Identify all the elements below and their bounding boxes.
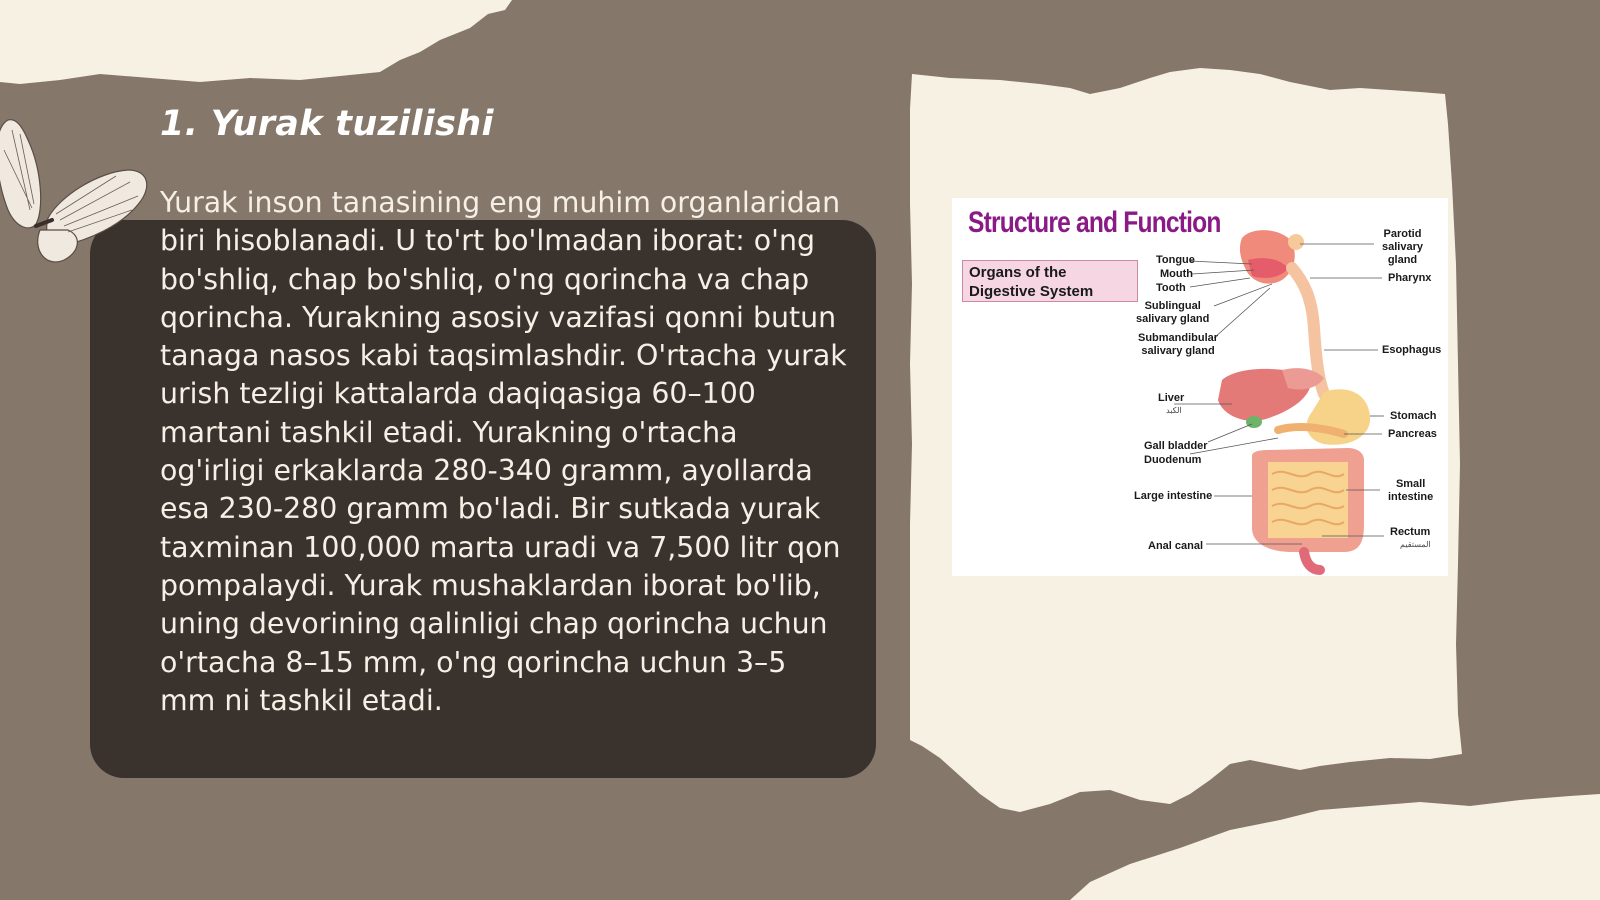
digestive-system-diagram [952,198,1448,576]
digestive-organs-illustration [952,198,1448,576]
label-gall-bladder: Gall bladder [1144,440,1208,452]
label-duodenum: Duodenum [1144,454,1202,466]
label-anal-canal: Anal canal [1148,540,1204,552]
slide-title: 1. Yurak tuzilishi [160,104,494,144]
diagram-subtitle-box: Organs of the Digestive System [962,260,1138,302]
label-submandibular-gland: Submandibular salivary gland [1138,332,1219,357]
butterfly-icon [0,100,170,280]
label-esophagus: Esophagus [1382,344,1442,356]
torn-paper-top [0,0,520,110]
label-liver: Liver [1158,392,1185,404]
label-parotid-gland: Parotid salivary gland [1382,228,1423,266]
label-large-intestine: Large intestine [1134,490,1213,502]
label-rectum-arabic: المستقيم [1400,540,1431,549]
label-small-intestine: Small intestine [1388,478,1434,503]
diagram-title: Structure and Function [968,206,1221,239]
label-stomach: Stomach [1390,410,1437,422]
label-pharynx: Pharynx [1388,272,1432,284]
slide-body-text: Yurak inson tanasining eng muhim organlaridan biri hisoblanadi. U to'rt bo'lmadan iborat: o'ng bo'shliq, chap bo'shliq, o'ng qorincha va chap qorincha. Yurakning asosiy vazifasi qonni butun tanaga nasos kabi taqsimlashdir. O'rtacha yurak urish tezligi kattalarda daqiqasiga 60–100 martani tashkil etadi. Yurakning o'rtacha og'irligi erkaklarda 280-340 gramm, ayollarda esa 230-280 gramm bo'ladi. Bir sutkada yurak taxminan 100,000 marta uradi va 7,500 litr qon pompalaydi. Yurak mushaklardan iborat bo'lib, uning devorining qalinligi chap qorincha uchun o'rtacha 8–15 mm, o'ng qorincha uchun 3–5 mm ni tashkil etadi. [160,186,847,717]
label-tooth: Tooth [1156,282,1186,294]
label-tongue: Tongue [1156,254,1195,266]
label-liver-arabic: الكبد [1166,406,1182,415]
label-sublingual-gland: Sublingual salivary gland [1136,300,1210,325]
label-mouth: Mouth [1160,268,1193,280]
label-rectum: Rectum [1390,526,1431,538]
label-pancreas: Pancreas [1388,428,1437,440]
